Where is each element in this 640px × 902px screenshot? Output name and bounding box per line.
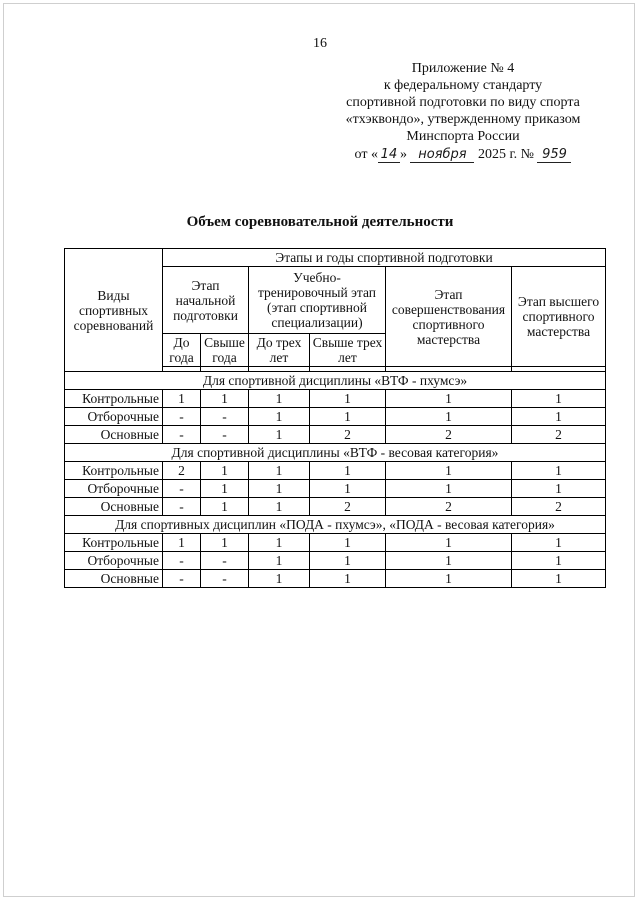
table-cell: 2 (512, 498, 606, 516)
table-cell: 2 (386, 498, 512, 516)
table-row (65, 570, 606, 588)
section-heading: Для спортивной дисциплины «ВТФ - пхумсэ» (65, 372, 606, 390)
table-cell: 1 (249, 534, 310, 552)
header-competition-types: Виды спортивных соревнований (65, 249, 163, 372)
table-row (65, 462, 606, 480)
header-stage-improvement: Этап совершенствования спортивного мастерства (386, 267, 512, 367)
appendix-line-1: Приложение № 4 (411, 61, 515, 76)
table-cell: - (163, 552, 201, 570)
table-cell: 1 (310, 534, 386, 552)
table-cell: 1 (512, 462, 606, 480)
table-cell: 1 (201, 390, 249, 408)
table-row (65, 480, 606, 498)
table-cell: 1 (310, 552, 386, 570)
table-cell: 1 (386, 480, 512, 498)
subheader-up-to-three-years: До трех лет (249, 334, 310, 367)
table-cell: 1 (386, 534, 512, 552)
table-cell: 1 (201, 480, 249, 498)
row-label: Отборочные (65, 480, 163, 498)
table-cell: 1 (512, 534, 606, 552)
table-cell: 2 (310, 426, 386, 444)
appendix-date-line (318, 146, 608, 163)
table-row (65, 426, 606, 444)
table-cell: 1 (249, 498, 310, 516)
row-label: Контрольные (65, 534, 163, 552)
document-title: Объем соревновательной деятельности (186, 214, 454, 230)
table-row (65, 534, 606, 552)
table-cell: 2 (310, 498, 386, 516)
table-cell: 1 (512, 390, 606, 408)
table-cell: 1 (249, 462, 310, 480)
subheader-over-three-years: Свыше трех лет (310, 334, 386, 367)
competition-volume-table (64, 248, 606, 588)
appendix-line-2: к федеральному стандарту (383, 78, 543, 93)
table-cell: 2 (163, 462, 201, 480)
table-cell: 1 (310, 570, 386, 588)
table-cell: 1 (386, 408, 512, 426)
subheader-up-to-year: До года (163, 334, 201, 367)
table-cell: - (163, 480, 201, 498)
section-heading-row (65, 444, 606, 462)
table-cell: 1 (201, 498, 249, 516)
table-cell: 1 (512, 408, 606, 426)
table-row (65, 552, 606, 570)
table-cell: 1 (163, 534, 201, 552)
table-cell: 1 (249, 552, 310, 570)
table-cell: 1 (249, 480, 310, 498)
table-cell: - (201, 570, 249, 588)
table-cell: 2 (386, 426, 512, 444)
table-cell: 1 (249, 426, 310, 444)
table-cell: - (201, 408, 249, 426)
row-label: Основные (65, 498, 163, 516)
table-cell: - (201, 552, 249, 570)
table-cell: 1 (310, 480, 386, 498)
row-label: Отборочные (65, 408, 163, 426)
header-stages: Этапы и годы спортивной подготовки (163, 249, 606, 267)
section-heading: Для спортивных дисциплин «ПОДА - пхумсэ», «ПОДА - весовая категория» (65, 516, 606, 534)
row-label: Основные (65, 570, 163, 588)
header-stage-initial: Этап начальной подготовки (163, 267, 249, 334)
table-cell: 1 (163, 390, 201, 408)
appendix-line-4: «тхэквондо», утвержденному приказом (345, 112, 581, 127)
table-body (65, 372, 606, 588)
appendix-line-3: спортивной подготовки по виду спорта (346, 95, 580, 110)
header-stage-highest: Этап высшего спортивного мастерства (512, 267, 606, 367)
table-cell: 1 (310, 390, 386, 408)
table-cell: - (163, 408, 201, 426)
date-month-handwritten: ноября (410, 148, 474, 163)
row-label: Основные (65, 426, 163, 444)
table-cell: 1 (512, 570, 606, 588)
table-cell: 1 (386, 552, 512, 570)
appendix-line-5: Минспорта России (406, 129, 520, 144)
table-cell: 1 (386, 390, 512, 408)
page-number: 16 (313, 36, 327, 51)
table-cell: 2 (512, 426, 606, 444)
table-row (65, 408, 606, 426)
table-cell: 1 (512, 552, 606, 570)
table-cell: - (163, 570, 201, 588)
date-day-handwritten: 14 (378, 148, 400, 163)
table-cell: 1 (386, 570, 512, 588)
date-prefix: от « (354, 147, 378, 162)
table-row (65, 390, 606, 408)
table-cell: - (163, 426, 201, 444)
table-cell: 1 (249, 570, 310, 588)
table-cell: 1 (249, 408, 310, 426)
row-label: Контрольные (65, 462, 163, 480)
subheader-over-year: Свыше года (201, 334, 249, 367)
row-label: Отборочные (65, 552, 163, 570)
table-cell: 1 (512, 480, 606, 498)
table-cell: 1 (201, 534, 249, 552)
table-cell: 1 (310, 408, 386, 426)
table-cell: 1 (201, 462, 249, 480)
table-cell: - (163, 498, 201, 516)
date-year: 2025 г. № (477, 147, 534, 162)
table-cell: - (201, 426, 249, 444)
order-number-handwritten: 959 (537, 148, 571, 163)
header-stage-training: Учебно-тренировочный этап (этап спортивной специализации) (249, 267, 386, 334)
section-heading-row (65, 516, 606, 534)
row-label: Контрольные (65, 390, 163, 408)
appendix-block (318, 60, 608, 163)
table-cell: 1 (310, 462, 386, 480)
table-row (65, 498, 606, 516)
table-cell: 1 (386, 462, 512, 480)
table-cell: 1 (249, 390, 310, 408)
section-heading: Для спортивной дисциплины «ВТФ - весовая категория» (65, 444, 606, 462)
date-mid: » (399, 147, 407, 162)
section-heading-row (65, 372, 606, 390)
